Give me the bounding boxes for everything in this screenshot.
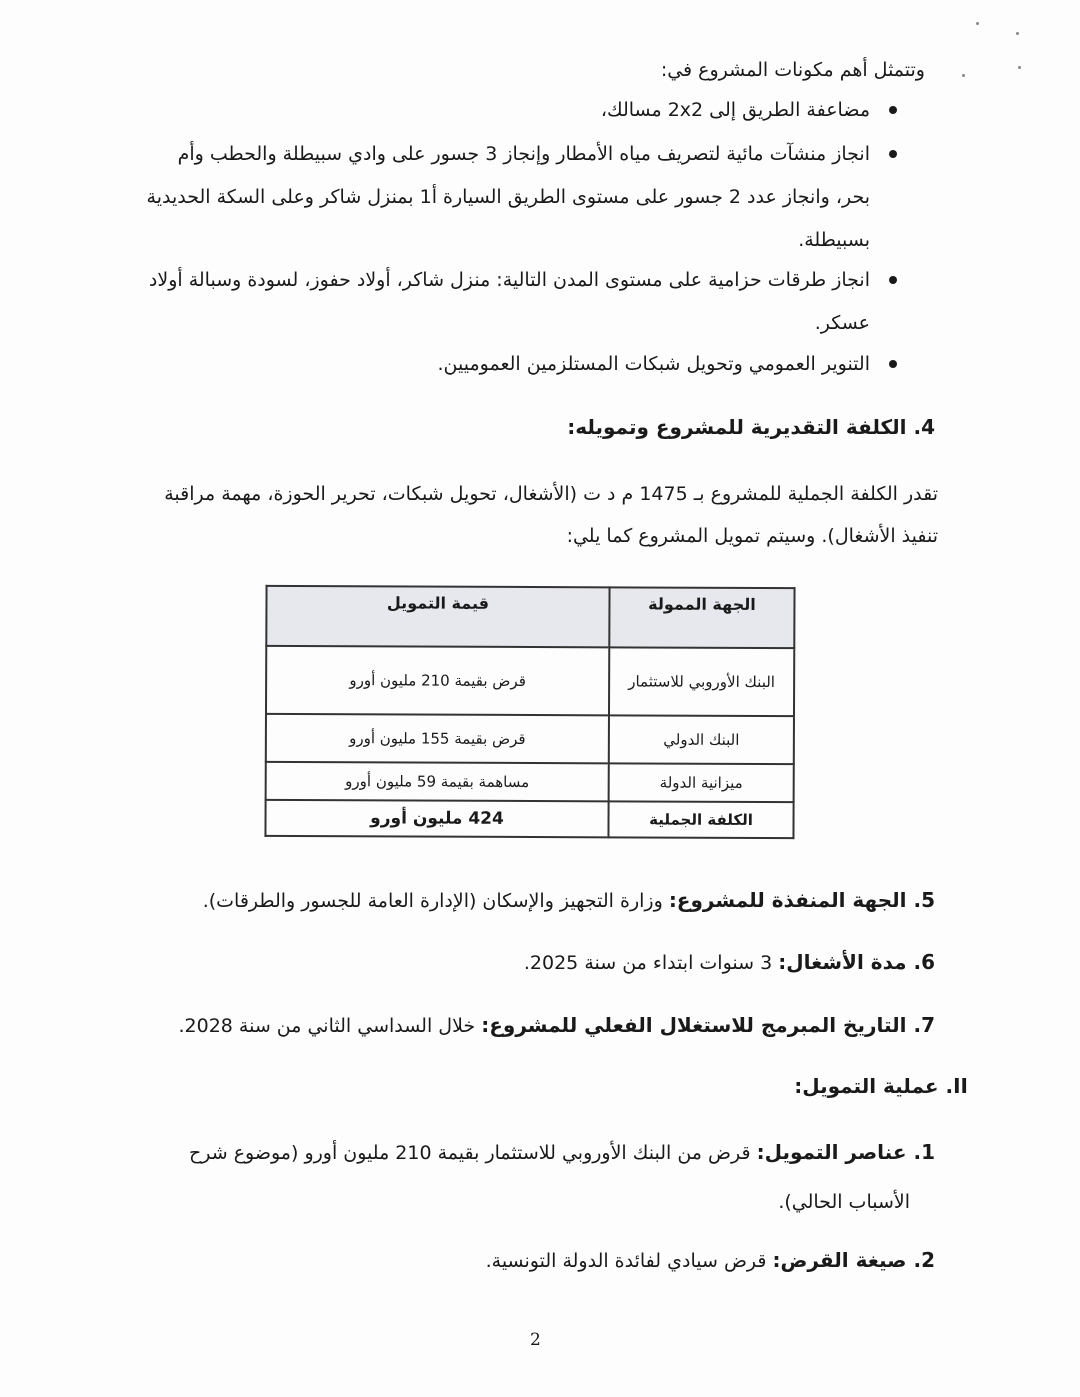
- section-6-text: 3 سنوات ابتداء من سنة 2025.: [523, 952, 773, 974]
- section-4-heading: 4. الكلفة التقديرية للمشروع وتمويله:: [567, 415, 935, 439]
- bullet-dot: [889, 276, 897, 284]
- section-4-paragraph-line1: تقدر الكلفة الجملية للمشروع بـ 1475 م د ت (الأشغال، تحويل شبكات، تحرير الحوزة، مهمة مراقبة: [164, 483, 938, 505]
- amount-cell: مساهمة بقيمة 59 مليون أورو: [266, 762, 609, 801]
- scan-mark: [1016, 32, 1019, 35]
- section-7: [178, 1013, 935, 1038]
- bullet-dot: [889, 106, 897, 114]
- bullet-dot: [889, 360, 897, 368]
- funder-cell: البنك الدولي: [609, 715, 794, 764]
- item-2-text: قرض سيادي لفائدة الدولة التونسية.: [485, 1250, 767, 1272]
- bullet-dot: [889, 150, 897, 158]
- table-row: [266, 646, 794, 716]
- section-7-label: 7. التاريخ المبرمج للاستغلال الفعلي للمشروع:: [481, 1013, 935, 1037]
- bullet-bridges-line3: بسبيطلة.: [798, 229, 870, 251]
- total-value-cell: 424 مليون أورو: [265, 800, 608, 837]
- table-row: [266, 714, 794, 764]
- intro-line: وتتمثل أهم مكونات المشروع في:: [660, 59, 925, 81]
- bullet-road-doubling: مضاعفة الطريق إلى 2x2 مسالك،: [600, 99, 870, 121]
- table-row: [266, 762, 794, 802]
- funder-cell: ميزانية الدولة: [609, 763, 794, 802]
- column-header-value: قيمة التمويل: [266, 586, 609, 647]
- funder-cell: البنك الأوروبي للاستثمار: [609, 647, 794, 716]
- section-7-text: خلال السداسي الثاني من سنة 2028.: [178, 1015, 476, 1037]
- item-1-line2: الأسباب الحالي).: [778, 1191, 910, 1213]
- bullet-ring-roads-line1: انجاز طرقات حزامية على مستوى المدن التالية: منزل شاكر، أولاد حفوز، لسودة وسبالة أولاد: [148, 269, 870, 291]
- section-6: [524, 950, 935, 975]
- bullet-ring-roads-line2: عسكر.: [814, 312, 870, 334]
- section-5-label: 5. الجهة المنفذة للمشروع:: [668, 888, 935, 912]
- item-1-line1: [135, 1140, 935, 1165]
- amount-cell: قرض بقيمة 210 مليون أورو: [266, 646, 609, 715]
- bullet-bridges-line1: انجاز منشآت مائية لتصريف مياه الأمطار وإنجاز 3 جسور على وادي سبيطلة والحطب وأم: [177, 143, 870, 165]
- scan-mark: [962, 74, 965, 77]
- amount-cell: قرض بقيمة 155 مليون أورو: [266, 714, 609, 763]
- section-4-paragraph-line2: تنفيذ الأشغال). وسيتم تمويل المشروع كما يلي:: [566, 525, 938, 547]
- bullet-lighting: التنوير العمومي وتحويل شبكات المستلزمين العموميين.: [437, 353, 870, 375]
- table-header-row: [266, 586, 794, 648]
- funding-table: [264, 585, 795, 839]
- section-5: [203, 888, 935, 913]
- bullet-bridges-line2: بحر، وانجاز عدد 2 جسور على مستوى الطريق السيارة أ1 بمنزل شاكر وعلى السكة الحديدية: [146, 186, 870, 208]
- item-1-text: قرض من البنك الأوروبي للاستثمار بقيمة 210 مليون أورو (موضوع شرح: [189, 1142, 751, 1164]
- total-label-cell: الكلفة الجملية: [608, 801, 793, 838]
- column-header-source: الجهة الممولة: [609, 587, 794, 648]
- item-2: [486, 1248, 935, 1273]
- section-6-label: 6. مدة الأشغال:: [778, 950, 935, 974]
- page-number: 2: [530, 1330, 541, 1350]
- scan-mark: [976, 22, 979, 25]
- section-II-heading: II. عملية التمويل:: [794, 1074, 968, 1098]
- item-1-label: 1. عناصر التمويل:: [756, 1140, 935, 1164]
- scan-mark: [1018, 66, 1021, 69]
- section-5-text: وزارة التجهيز والإسكان (الإدارة العامة للجسور والطرقات).: [202, 890, 663, 912]
- item-2-label: 2. صيغة القرض:: [772, 1248, 935, 1272]
- table-total-row: [265, 800, 793, 838]
